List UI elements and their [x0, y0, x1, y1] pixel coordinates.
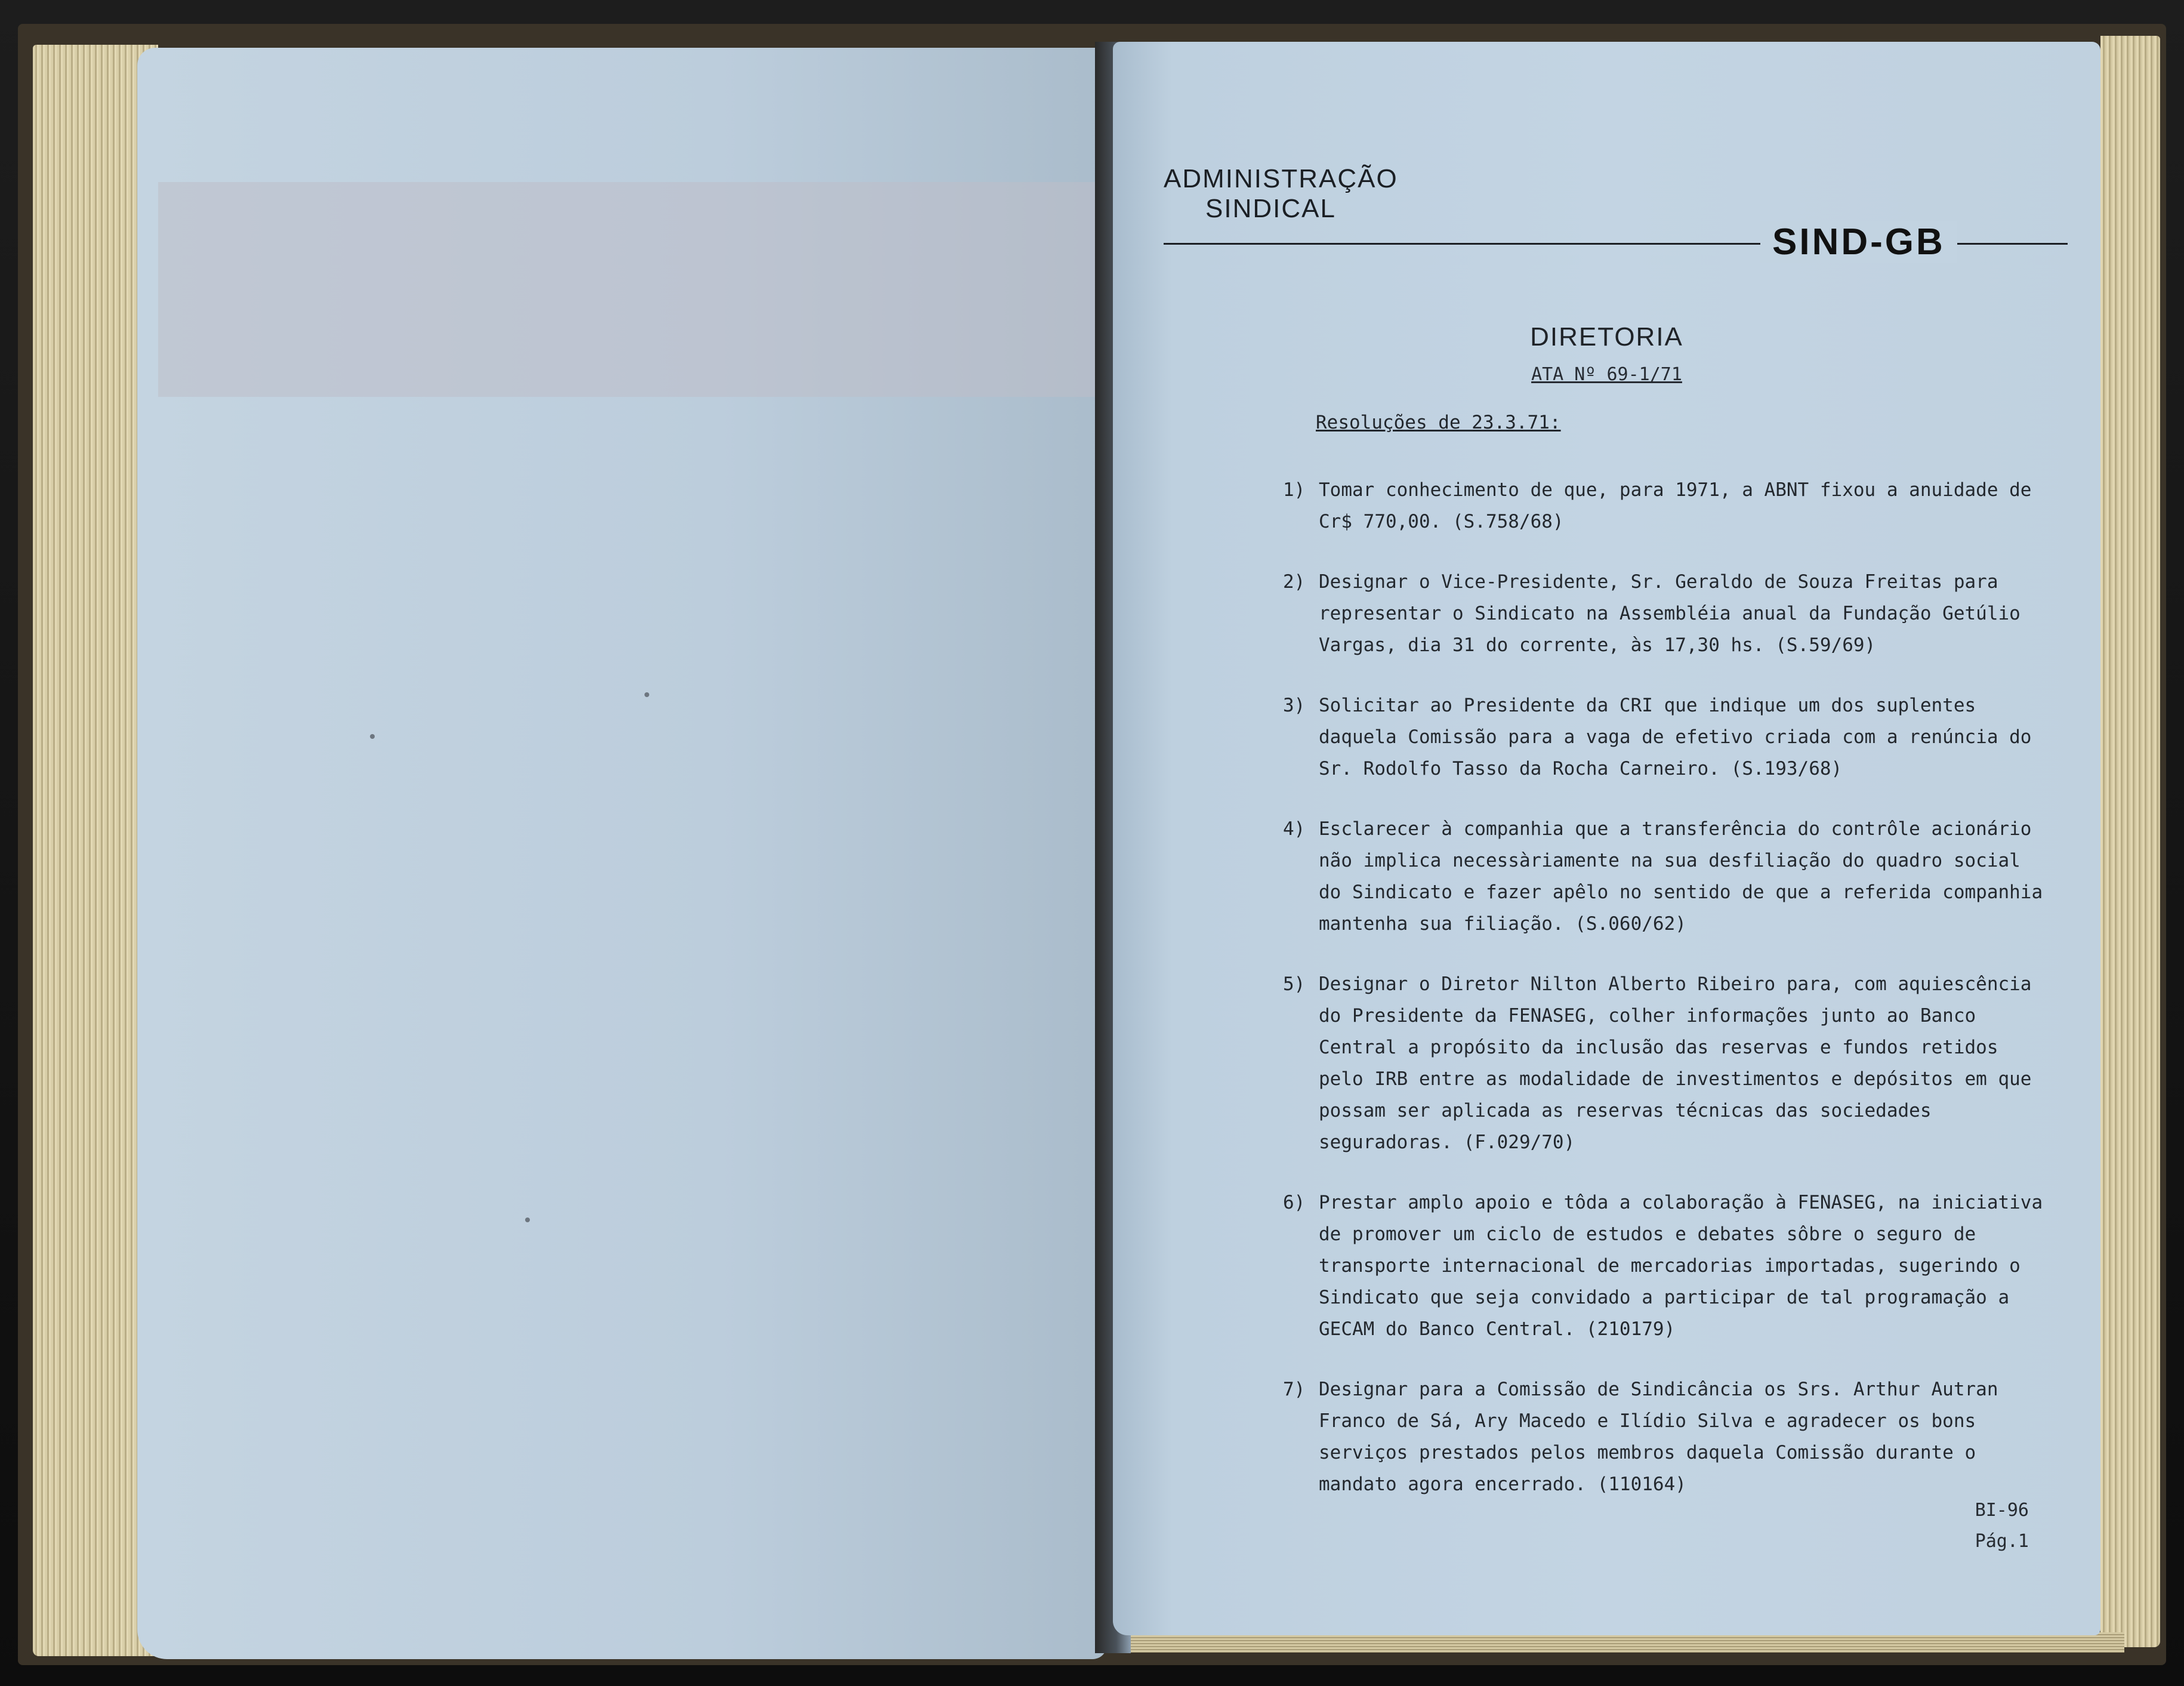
bulletin-code: BI-96 [1975, 1500, 2029, 1521]
paper-speck [525, 1218, 530, 1222]
letterhead-line-2: SINDICAL [1205, 194, 1336, 223]
page-number: Pág.1 [1975, 1531, 2029, 1552]
page-edges-bottom [1110, 1632, 2124, 1653]
brand-logo: SIND-GB [1760, 221, 1957, 263]
item-text: Prestar amplo apoio e tôda a colaboração à FENASEG, na iniciativa de promover um ciclo de estudos e debates sôbre o seguro de transporte internacional de mercadorias importadas, sugerindo o Sindicato que seja convidado a participar de tal programação a GECAM do Banco Central. (210179) [1319, 1192, 2043, 1340]
header-rule-end [2002, 243, 2068, 245]
letterhead-line-1: ADMINISTRAÇÃO [1164, 164, 1398, 193]
resolution-list [1283, 474, 2053, 1529]
document-subtitle [1113, 364, 2100, 385]
resolution-item [1283, 969, 2053, 1158]
resolution-item [1283, 1374, 2053, 1500]
resolution-item [1283, 1187, 2053, 1345]
item-number: 7) [1283, 1379, 1306, 1400]
resolution-item [1283, 474, 2053, 538]
minutes-number: ATA Nº 69-1/71 [1531, 364, 1682, 385]
document-page [1113, 42, 2100, 1635]
item-number: 5) [1283, 973, 1306, 995]
item-text: Designar para a Comissão de Sindicância os Srs. Arthur Autran Franco de Sá, Ary Macedo e Ilídio Silva e agradecer os bons serviços prestados pelos membros daquela Comissão durante o mandato agora encerrado. (110164) [1319, 1379, 1998, 1495]
resolution-item [1283, 690, 2053, 785]
item-number: 3) [1283, 695, 1306, 716]
item-text: Esclarecer à companhia que a transferência do contrôle acionário não implica necessàriamente na sua desfiliação do quadro social do Sindicato e fazer apêlo no sentido de que a referida companhia mantenha sua filiação. (S.060/62) [1319, 818, 2043, 935]
item-text: Tomar conhecimento de que, para 1971, a ABNT fixou a anuidade de Cr$ 770,00. (S.758/68) [1319, 479, 2032, 532]
document-title: DIRETORIA [1530, 322, 1683, 352]
paper-speck [370, 734, 375, 739]
letterhead [1164, 164, 1398, 224]
resolution-item [1283, 566, 2053, 661]
item-number: 4) [1283, 818, 1306, 840]
page-edges-right [2100, 36, 2160, 1647]
page-footer [1910, 1495, 2029, 1557]
bleed-through-band [158, 182, 1101, 397]
item-text: Designar o Diretor Nilton Alberto Ribeiro para, com aquiescência do Presidente da FENASEG, colher informações junto ao Banco Central a propósito da inclusão das reservas e fundos retidos pelo IRB entre as modalidade de investimentos e depósitos em que possam ser aplicada as reservas técnicas das sociedades seguradoras. (F.029/70) [1319, 973, 2032, 1153]
blank-left-page [137, 48, 1107, 1659]
item-text: Designar o Vice-Presidente, Sr. Geraldo de Souza Freitas para representar o Sindicato na Assembléia anual da Fundação Getúlio Vargas, dia 31 do corrente, às 17,30 hs. (S.59/69) [1319, 571, 2020, 656]
resolution-item [1283, 813, 2053, 940]
item-text: Solicitar ao Presidente da CRI que indique um dos suplentes daquela Comissão para a vaga de efetivo criada com a renúncia do Sr. Rodolfo Tasso da Rocha Carneiro. (S.193/68) [1319, 695, 2032, 779]
resolutions-heading: Resoluções de 23.3.71: [1316, 412, 1561, 433]
paper-speck [644, 692, 649, 697]
item-number: 2) [1283, 571, 1306, 593]
item-number: 1) [1283, 479, 1306, 501]
item-number: 6) [1283, 1192, 1306, 1213]
